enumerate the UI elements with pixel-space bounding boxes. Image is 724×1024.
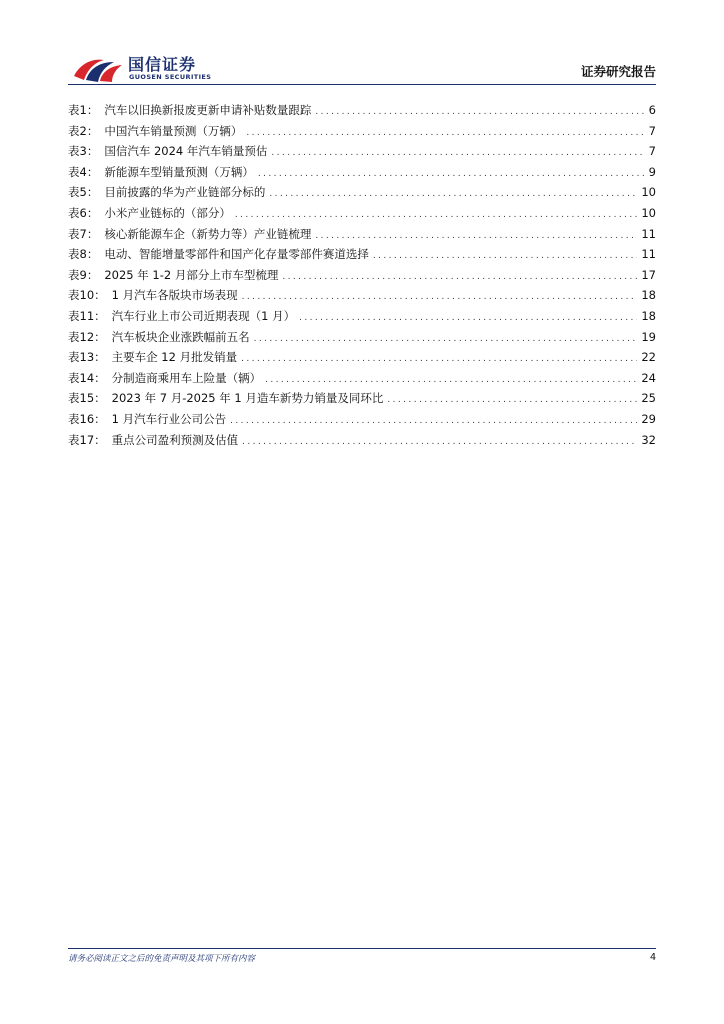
toc-dot-leader	[265, 375, 637, 385]
toc-entry-page: 19	[641, 329, 656, 344]
toc-entry-label: 表14：	[68, 370, 106, 385]
toc-entry-label: 表8：	[68, 247, 99, 262]
toc-entry-page: 7	[648, 144, 656, 159]
toc-entry-title: 汽车行业上市公司近期表现（1 月）	[111, 308, 296, 323]
toc-entry-title: 国信汽车 2024 年汽车销量预估	[104, 144, 268, 159]
toc-dot-leader	[315, 107, 644, 117]
toc-entry-label: 表12：	[68, 329, 106, 344]
logo-chinese-name: 国信证券	[128, 55, 197, 74]
toc-entry-page: 10	[641, 185, 656, 200]
toc-entry[interactable]	[68, 349, 656, 370]
toc-entry[interactable]	[68, 370, 656, 391]
toc-entry[interactable]	[68, 287, 656, 308]
disclaimer-note: 请务必阅读正文之后的免责声明及其项下所有内容	[68, 954, 256, 964]
toc-entry-title: 分制造商乘用车上险量（辆）	[111, 370, 262, 385]
toc-entry[interactable]	[68, 184, 656, 205]
toc-entry-title: 目前披露的华为产业链部分标的	[104, 185, 266, 200]
toc-dot-leader	[241, 354, 637, 364]
toc-entry-title: 电动、智能增量零部件和国产化存量零部件赛道选择	[104, 247, 369, 262]
toc-dot-leader	[230, 416, 637, 426]
toc-entry-title: 汽车以旧换新报废更新申请补贴数量跟踪	[104, 103, 312, 117]
toc-entry-page: 32	[641, 432, 656, 447]
toc-entry-page: 24	[641, 370, 656, 385]
toc-entry-title: 汽车板块企业涨跌幅前五名	[111, 329, 250, 344]
toc-entry-label: 表4：	[68, 164, 99, 179]
toc-entry-page: 11	[641, 226, 656, 241]
toc-entry-page: 18	[641, 288, 656, 303]
footer-divider	[68, 948, 656, 949]
toc-dot-leader	[271, 148, 644, 158]
toc-entry-page: 11	[641, 247, 656, 262]
table-of-tables	[68, 102, 656, 452]
guosen-logo-mark-icon	[70, 50, 126, 84]
toc-entry-label: 表7：	[68, 226, 99, 241]
toc-entry-label: 表3：	[68, 144, 99, 159]
toc-entry[interactable]	[68, 267, 656, 288]
guosen-logo	[70, 50, 212, 84]
toc-entry[interactable]	[68, 246, 656, 267]
toc-dot-leader	[254, 334, 638, 344]
toc-entry-page: 22	[641, 350, 656, 365]
toc-entry[interactable]	[68, 226, 656, 247]
toc-entry[interactable]	[68, 102, 656, 123]
toc-dot-leader	[282, 272, 637, 282]
toc-entry-title: 2025 年 1-2 月部分上市车型梳理	[104, 267, 279, 282]
toc-entry-label: 表16：	[68, 411, 106, 426]
toc-entry[interactable]	[68, 205, 656, 226]
toc-entry-title: 中国汽车销量预测（万辆）	[104, 123, 243, 138]
toc-entry-title: 1 月汽车行业公司公告	[111, 411, 227, 426]
toc-entry-page: 17	[641, 267, 656, 282]
toc-entry[interactable]	[68, 164, 656, 185]
toc-entry-title: 主要车企 12 月批发销量	[111, 350, 238, 365]
toc-entry-label: 表11：	[68, 308, 106, 323]
toc-entry-page: 29	[641, 411, 656, 426]
toc-entry-label: 表13：	[68, 350, 106, 365]
toc-entry-label: 表1：	[68, 103, 99, 117]
toc-entry-label: 表17：	[68, 432, 106, 447]
toc-entry-page: 6	[648, 103, 656, 117]
toc-entry[interactable]	[68, 308, 656, 329]
toc-entry[interactable]	[68, 390, 656, 411]
toc-entry[interactable]	[68, 411, 656, 432]
toc-dot-leader	[387, 395, 637, 405]
toc-entry-label: 表5：	[68, 185, 99, 200]
toc-dot-leader	[315, 231, 637, 241]
toc-entry-title: 2023 年 7 月-2025 年 1 月造车新势力销量及同环比	[111, 391, 384, 406]
toc-dot-leader	[269, 189, 637, 199]
toc-entry[interactable]	[68, 123, 656, 144]
toc-entry-title: 重点公司盈利预测及估值	[111, 432, 239, 447]
toc-entry-title: 小米产业链标的（部分）	[104, 205, 231, 220]
toc-entry-label: 表2：	[68, 123, 99, 138]
page-header	[68, 48, 656, 86]
toc-entry-page: 7	[648, 123, 656, 138]
toc-dot-leader	[246, 128, 644, 138]
header-divider	[68, 84, 656, 85]
toc-entry-title: 新能源车型销量预测（万辆）	[104, 164, 254, 179]
logo-english-name: GUOSEN SECURITIES	[129, 73, 212, 81]
toc-entry-page: 25	[641, 391, 656, 406]
toc-entry-label: 表6：	[68, 205, 99, 220]
toc-entry-label: 表10：	[68, 288, 106, 303]
toc-entry-title: 核心新能源车企（新势力等）产业链梳理	[104, 226, 312, 241]
toc-dot-leader	[258, 169, 645, 179]
toc-dot-leader	[235, 210, 638, 220]
toc-entry-label: 表9：	[68, 267, 99, 282]
report-type-label: 证券研究报告	[580, 64, 656, 79]
toc-dot-leader	[242, 292, 638, 302]
toc-entry-page: 9	[648, 164, 656, 179]
toc-entry-page: 10	[641, 205, 656, 220]
toc-dot-leader	[299, 313, 637, 323]
page-number: 4	[649, 952, 656, 963]
toc-entry-title: 1 月汽车各版块市场表现	[111, 288, 238, 303]
toc-dot-leader	[242, 437, 637, 447]
toc-dot-leader	[373, 251, 638, 261]
toc-entry-label: 表15：	[68, 391, 106, 406]
toc-entry[interactable]	[68, 432, 656, 453]
toc-entry[interactable]	[68, 329, 656, 350]
toc-entry-page: 18	[641, 308, 656, 323]
toc-entry[interactable]	[68, 143, 656, 164]
